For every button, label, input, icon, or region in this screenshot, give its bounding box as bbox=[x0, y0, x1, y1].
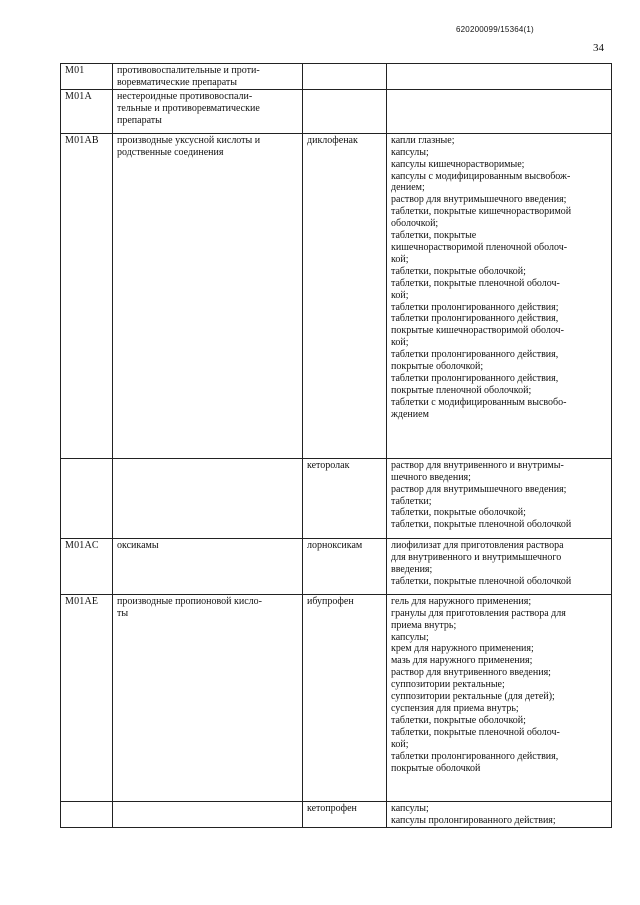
dosage-forms-cell bbox=[387, 89, 612, 133]
dosage-form-line: оболочкой; bbox=[391, 218, 439, 230]
dosage-form-line: таблетки пролонгированного действия, bbox=[391, 313, 559, 325]
dosage-form-line: суппозитории ректальные; bbox=[391, 679, 505, 691]
dosage-form-line: кой; bbox=[391, 253, 409, 265]
drug-name-cell bbox=[303, 133, 387, 458]
dosage-form-line: шечного введения; bbox=[391, 471, 471, 483]
atc-code-cell bbox=[61, 458, 113, 538]
drug-name-cell bbox=[303, 538, 387, 594]
dosage-form-line: таблетки, покрытые пленочной оболоч- bbox=[391, 726, 560, 738]
dosage-form-line: раствор для внутривенного введения; bbox=[391, 667, 551, 679]
dosage-form-line: капсулы кишечнорастворимые; bbox=[391, 158, 525, 170]
drug-name: лорноксикам bbox=[307, 539, 363, 551]
atc-code: M01A bbox=[65, 90, 92, 102]
group-line: препараты bbox=[117, 114, 162, 126]
dosage-form-line: лиофилизат для приготовления раствора bbox=[391, 539, 564, 551]
dosage-form-line: раствор для внутривенного и внутримы- bbox=[391, 459, 564, 471]
dosage-form-line: таблетки; bbox=[391, 495, 432, 507]
dosage-form-line: введения; bbox=[391, 563, 433, 575]
dosage-form-line: таблетки пролонгированного действия; bbox=[391, 301, 559, 313]
page-number: 34 bbox=[593, 42, 604, 54]
dosage-form-line: суппозитории ректальные (для детей); bbox=[391, 691, 555, 703]
atc-code-cell bbox=[61, 594, 113, 801]
atc-code: M01 bbox=[65, 65, 85, 76]
atc-code: M01AC bbox=[65, 539, 99, 551]
anatomical-group-cell bbox=[113, 133, 303, 458]
atc-code-cell bbox=[61, 133, 113, 458]
dosage-form-line: кишечнорастворимой пленочной оболоч- bbox=[391, 241, 568, 253]
dosage-form-line: капсулы; bbox=[391, 631, 429, 643]
dosage-form-line: приема внутрь; bbox=[391, 619, 457, 631]
table-row bbox=[61, 594, 612, 801]
dosage-form-line: таблетки пролонгированного действия, bbox=[391, 372, 559, 384]
anatomical-group-cell bbox=[113, 89, 303, 133]
drug-name: ибупрофен bbox=[307, 595, 354, 607]
table-row bbox=[61, 458, 612, 538]
dosage-form-line: крем для наружного применения; bbox=[391, 643, 534, 655]
dosage-form-line: таблетки, покрытые пленочной оболочкой bbox=[391, 519, 572, 531]
dosage-form-line: таблетки, покрытые пленочной оболоч- bbox=[391, 277, 560, 289]
dosage-forms-cell bbox=[387, 64, 612, 90]
anatomical-group-cell bbox=[113, 538, 303, 594]
drug-name: диклофенак bbox=[307, 134, 358, 146]
dosage-form-line: таблетки, покрытые оболочкой; bbox=[391, 265, 526, 277]
dosage-form-line: раствор для внутримышечного введения; bbox=[391, 483, 567, 495]
dosage-form-line: капсулы пролонгированного действия; bbox=[391, 814, 556, 826]
atc-code: M01AE bbox=[65, 595, 99, 607]
dosage-forms-cell bbox=[387, 801, 612, 827]
dosage-form-line: кой; bbox=[391, 337, 409, 349]
dosage-form-line: капсулы; bbox=[391, 146, 429, 158]
dosage-forms-cell bbox=[387, 458, 612, 538]
dosage-form-line: раствор для внутримышечного введения; bbox=[391, 194, 567, 206]
dosage-form-line: покрытые оболочкой bbox=[391, 762, 481, 774]
document-id: 620200099/15364(1) bbox=[456, 25, 534, 34]
dosage-form-line: таблетки с модифицированным высвобо- bbox=[391, 396, 567, 408]
drug-name: кетопрофен bbox=[307, 802, 357, 814]
table-row bbox=[61, 801, 612, 827]
dosage-form-line: таблетки, покрытые кишечнорастворимой bbox=[391, 206, 572, 218]
table-row bbox=[61, 64, 612, 90]
dosage-form-line: покрытые оболочкой; bbox=[391, 361, 484, 373]
dosage-form-line: таблетки, покрытые оболочкой; bbox=[391, 714, 526, 726]
table-row bbox=[61, 89, 612, 133]
dosage-form-line: гранулы для приготовления раствора для bbox=[391, 607, 566, 619]
table-row bbox=[61, 538, 612, 594]
group-line: тельные и противоревматические bbox=[117, 102, 260, 114]
dosage-form-line: для внутривенного и внутримышечного bbox=[391, 551, 562, 563]
drug-name-cell bbox=[303, 64, 387, 90]
drug-name-cell bbox=[303, 458, 387, 538]
dosage-form-line: таблетки, покрытые bbox=[391, 230, 477, 242]
group-line: производные уксусной кислоты и bbox=[117, 134, 261, 146]
dosage-form-line: капсулы с модифицированным высвобож- bbox=[391, 170, 571, 182]
atc-code: M01AB bbox=[65, 134, 99, 146]
atc-code-cell bbox=[61, 538, 113, 594]
anatomical-group-cell bbox=[113, 64, 303, 90]
medications-table-body bbox=[61, 64, 612, 828]
group-line: родственные соединения bbox=[117, 146, 224, 158]
drug-name-cell bbox=[303, 89, 387, 133]
group-line: оксикамы bbox=[117, 539, 159, 551]
dosage-form-line: таблетки, покрытые оболочкой; bbox=[391, 507, 526, 519]
dosage-forms-cell bbox=[387, 594, 612, 801]
group-line: нестероидные противовоспали- bbox=[117, 90, 253, 102]
dosage-form-line: таблетки пролонгированного действия, bbox=[391, 349, 559, 361]
anatomical-group-cell bbox=[113, 801, 303, 827]
atc-code-cell bbox=[61, 801, 113, 827]
dosage-form-line: таблетки, покрытые пленочной оболочкой bbox=[391, 575, 572, 587]
table-row bbox=[61, 133, 612, 458]
dosage-forms-cell bbox=[387, 538, 612, 594]
dosage-form-line: таблетки пролонгированного действия, bbox=[391, 750, 559, 762]
dosage-form-line: гель для наружного применения; bbox=[391, 595, 532, 607]
anatomical-group-cell bbox=[113, 594, 303, 801]
drug-name-cell bbox=[303, 801, 387, 827]
dosage-form-line: мазь для наружного применения; bbox=[391, 655, 533, 667]
dosage-form-line: капсулы; bbox=[391, 802, 429, 814]
group-line: ты bbox=[117, 607, 129, 619]
dosage-form-line: кой; bbox=[391, 738, 409, 750]
group-line: противовоспалительные и проти- bbox=[117, 65, 260, 76]
dosage-form-line: ждением bbox=[391, 408, 429, 420]
dosage-form-line: покрытые кишечнорастворимой оболоч- bbox=[391, 325, 564, 337]
dosage-forms-cell bbox=[387, 133, 612, 458]
anatomical-group-cell bbox=[113, 458, 303, 538]
dosage-form-line: суспензия для приема внутрь; bbox=[391, 702, 519, 714]
dosage-form-line: дением; bbox=[391, 182, 425, 194]
dosage-form-line: покрытые пленочной оболочкой; bbox=[391, 384, 532, 396]
medications-table bbox=[60, 63, 612, 828]
atc-code-cell bbox=[61, 64, 113, 90]
atc-code-cell bbox=[61, 89, 113, 133]
dosage-form-line: кой; bbox=[391, 289, 409, 301]
group-line: производные пропионовой кисло- bbox=[117, 595, 262, 607]
dosage-form-line: капли глазные; bbox=[391, 134, 455, 146]
drug-name-cell bbox=[303, 594, 387, 801]
drug-name: кеторолак bbox=[307, 459, 350, 471]
group-line: воревматические препараты bbox=[117, 76, 237, 88]
